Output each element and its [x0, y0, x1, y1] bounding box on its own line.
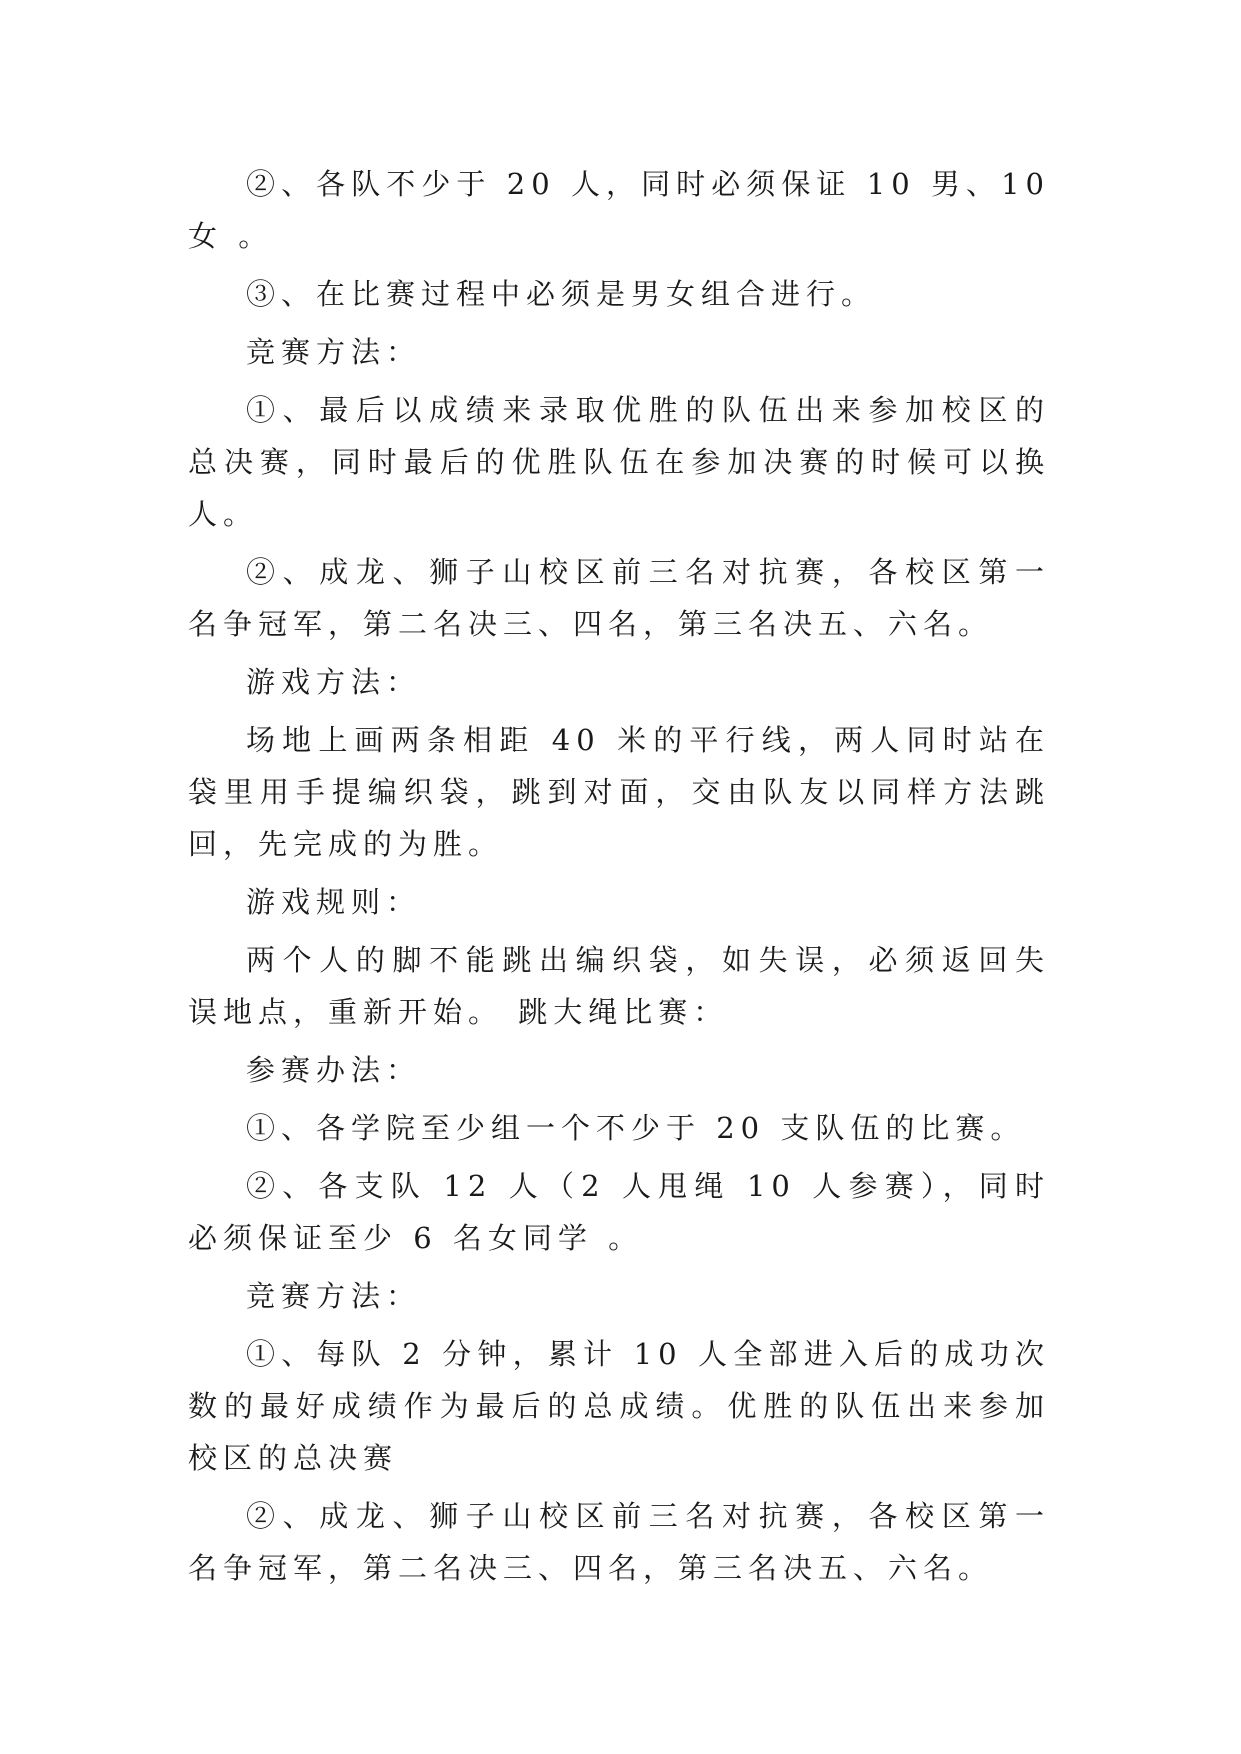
paragraph: ③、在比赛过程中必须是男女组合进行。 — [246, 277, 877, 311]
paragraph: ②、成龙、狮子山校区前三名对抗赛，各校区第一名争冠军，第二名决三、四名，第三名决五、六名。 — [188, 1499, 1050, 1585]
paragraph: ②、成龙、狮子山校区前三名对抗赛，各校区第一名争冠军，第二名决三、四名，第三名决五、六名。 — [188, 555, 1050, 641]
section-heading: 游戏方法： — [246, 665, 422, 699]
section-heading: 参赛办法： — [246, 1053, 422, 1087]
paragraph: 两个人的脚不能跳出编织袋，如失误，必须返回失误地点，重新开始。 跳大绳比赛： — [188, 943, 1050, 1029]
section-heading: 游戏规则： — [246, 885, 422, 919]
paragraph: 场地上画两条相距 40 米的平行线，两人同时站在袋里用手提编织袋，跳到对面，交由队友以同样方法跳回，先完成的为胜。 — [188, 723, 1050, 861]
paragraph: ②、各支队 12 人（2 人甩绳 10 人参赛），同时必须保证至少 6 名女同学 。 — [188, 1169, 1050, 1255]
paragraph: ①、最后以成绩来录取优胜的队伍出来参加校区的总决赛，同时最后的优胜队伍在参加决赛的时候可以换人。 — [188, 393, 1050, 531]
paragraph: ②、各队不少于 20 人，同时必须保证 10 男、10 女 。 — [188, 167, 1050, 253]
paragraph: ①、每队 2 分钟，累计 10 人全部进入后的成功次数的最好成绩作为最后的总成绩。优胜的队伍出来参加校区的总决赛 — [188, 1337, 1050, 1475]
section-heading: 竞赛方法： — [246, 335, 422, 369]
document-body — [188, 158, 1050, 1600]
paragraph: ①、各学院至少组一个不少于 20 支队伍的比赛。 — [246, 1111, 1026, 1145]
section-heading: 竞赛方法： — [246, 1279, 422, 1313]
